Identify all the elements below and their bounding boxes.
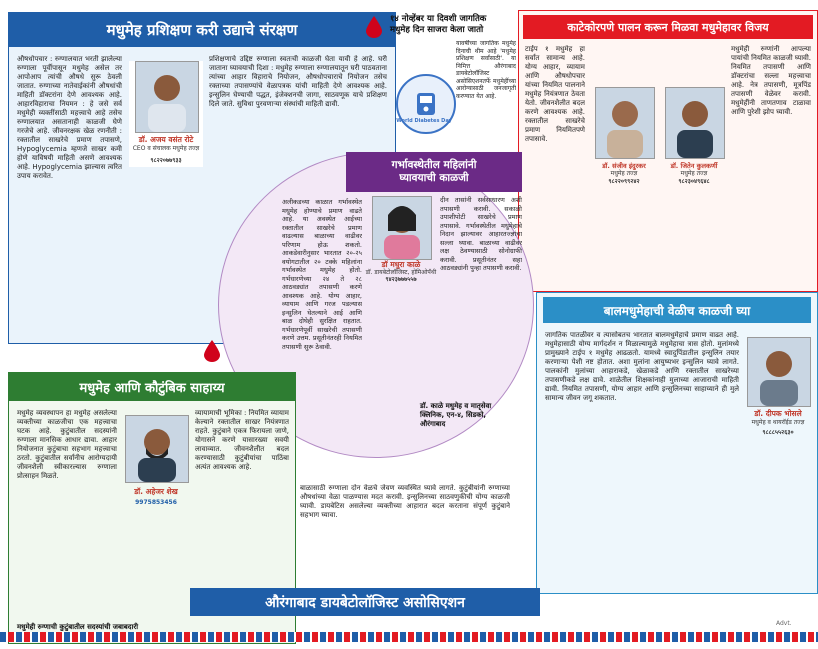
pregnancy-title bbox=[346, 152, 522, 192]
doctor-photo-kale bbox=[372, 196, 432, 260]
doctor-name: डॉ. दीपक भोसले bbox=[754, 409, 802, 418]
doctor-title: मधुमेह तज्ज्ञ bbox=[610, 170, 638, 177]
family-text-col2: व्यायामाची भूमिका : नियमित व्यायाम केल्याने रक्तातील साखर नियंत्रणात राहते. कुटुंबाने एकत्र फिरायला जाणे, योगासने करणे यासारख्या सवयी लावाव्यात. जीवनशैलीत बदल करण्यासाठी कुटुंबीयांचा पाठिंबा अत्यंत आवश्यक आहे. bbox=[195, 409, 289, 471]
training-text-col2: प्रशिक्षणाचे उद्दिष्ट रुग्णाला स्वतःची काळजी घेता यावी हे आहे. घरी जाताना घ्यावयाची दिशा : मधुमेह रुग्णाला रुग्णालयातून घरी पाठवताना त्यांच्या आहार विहाराचे नियोजन, औषधोपचाराचे नियोजन तसेच रक्ताच्या तपासण्यांचे वेळापत्रक यांची माहिती देणे आवश्यक आहे. इन्सुलिन घेण्याची पद्धत, इंजेक्शनची जागा, साठवणूक याचे प्रशिक्षण दिले जाते. सुविधा पुरवणाऱ्या संस्थांची माहिती द्यावी. bbox=[209, 55, 387, 108]
control-doctor1-card bbox=[591, 87, 657, 187]
association-banner: औरंगाबाद डायबेटोलॉजिस्ट असोसिएशन bbox=[190, 588, 540, 616]
pregnancy-doctor-card bbox=[366, 196, 436, 282]
doctor-name: डॉ. जितेन कुलकर्णी bbox=[670, 162, 718, 170]
control-doctor2-card bbox=[661, 87, 727, 187]
bottom-decorative-stripe bbox=[0, 632, 818, 642]
doctor-phone: ९८२३०४९६४८ bbox=[678, 178, 710, 185]
blood-drop-icon bbox=[366, 16, 382, 38]
training-doctor-card bbox=[129, 61, 203, 167]
pregnancy-title-line2: घ्यावयाची काळजी bbox=[399, 172, 469, 184]
event-heading-line2: मधुमेह दिन साजरा केला जातो bbox=[390, 25, 484, 35]
blood-drop-icon bbox=[204, 340, 220, 362]
doctor-title: मधुमेह तज्ज्ञ bbox=[680, 170, 708, 177]
world-diabetes-day-logo bbox=[396, 74, 456, 134]
doctor-photo-indurkar bbox=[595, 87, 655, 159]
doctor-name: डॉ. संजीव इंदुरकर bbox=[602, 162, 646, 170]
doctor-phone: ९८८८५५२६३० bbox=[762, 429, 794, 436]
advt-label: Advt. bbox=[776, 620, 792, 627]
family-text-col1: मधुमेह व्यवस्थापन हा मधुमेह असलेल्या व्यक्तीच्या काळजीचा एक महत्त्वाचा घटक आहे. कुटुंबातील सदस्यांनी रुग्णाला मानसिक आधार द्यावा. आहार नियोजनात कुटुंबाचा सहभाग महत्त्वाचा ठरतो. कुटुंबातील सर्वांनीच आरोग्यदायी जीवनशैली स्वीकारल्यास रुग्णाला प्रोत्साहन मिळते. bbox=[17, 409, 117, 480]
family-title: मधुमेह आणि कौटुंबिक साहाय्य bbox=[9, 373, 295, 401]
children-title: बालमधुमेहाची वेळीच काळजी घ्या bbox=[543, 297, 811, 323]
family-footer: मधुमेही रुग्णाची कुटुंबातील सदस्यांची जबाबदारी bbox=[17, 623, 139, 631]
doctor-title: डॉ. डायबेटोलॉजिस्ट, होमिओपॅथी bbox=[365, 269, 437, 276]
children-section bbox=[536, 292, 818, 594]
doctor-phone: ९८२२०९९२४२ bbox=[608, 178, 640, 185]
center-bottom-text: बाळासाठी रुग्णाला दोन वेळचे जेवण व्यवस्थित घ्यावे लागते. कुटुंबीयांनी रुग्णाच्या औषधांच्या वेळा पाळण्यास मदत करावी. इन्सुलिनच्या साठवणुकीची योग्य काळजी घ्यावी. डायबेटिस असलेल्या व्यक्तीच्या आहारात बदल करताना संपूर्ण कुटुंबाने सहभाग घ्यावा. bbox=[300, 484, 510, 519]
doctor-phone: 9975853456 bbox=[135, 499, 177, 506]
doctor-name: डॉ. अजय वसंत रोटे bbox=[138, 135, 194, 144]
doctor-photo-rote bbox=[135, 61, 199, 133]
event-section bbox=[366, 10, 516, 152]
glucometer-icon bbox=[411, 89, 441, 119]
doctor-title: मधुमेह व थायरॉईड तज्ज्ञ bbox=[751, 419, 805, 426]
control-text-col2: मधुमेही रुग्णांनी आपल्या पायांची नियमित काळजी घ्यावी. नियमित तपासणी आणि डॉक्टरांचा सल्ला महत्त्वाचा आहे. नेत्र तपासणी, मूत्रपिंड तपासणी वेळेवर करावी. मधुमेहींनी ताणतणाव टाळावा आणि पुरेशी झोप घ्यावी. bbox=[731, 45, 811, 116]
pregnancy-clinic: डॉ. काळे मधुमेह व मातृसेवा क्लिनिक, एन-४, सिडको, औरंगाबाद bbox=[420, 402, 492, 428]
doctor-title: CEO व संचालक मधुमेह तज्ज्ञ bbox=[132, 145, 200, 152]
children-doctor-card bbox=[743, 337, 813, 441]
doctor-name: डॉ मधुरा काळे bbox=[381, 260, 421, 269]
control-title: काटेकोरपणे पालन करून मिळवा मधुमेहावर विजय bbox=[523, 15, 813, 39]
training-title: मधुमेह प्रशिक्षण करी उद्याचे संरक्षण bbox=[9, 13, 395, 47]
family-doctor-card bbox=[121, 415, 191, 511]
doctor-photo-shaikh bbox=[125, 415, 189, 483]
control-text-col1: टाईप १ मधुमेह हा सर्वांत सामान्य आहे. योग्य आहार, व्यायाम आणि औषधोपचार यांच्या नियमित पालनाने मधुमेह नियंत्रणात ठेवता येतो. जीवनशैलीत बदल करणे आवश्यक आहे. रक्तातील साखरेचे प्रमाण नियमितपणे तपासावे. bbox=[525, 45, 585, 143]
doctor-phone: ९८२२०७७९३३ bbox=[150, 157, 182, 164]
doctor-phone: ९४२३७७७५५७ bbox=[385, 276, 417, 283]
training-text-col1: औषधोपचार : रुग्णालयात भरती झालेल्या रुग्णाला पूर्वीपासून मधुमेह असेल तर आपोआप त्यांची औषधे सुरू ठेवली जातात. रुग्णाच्या नातेवाईकांनी औषधांची माहिती डॉक्टरांना देणे आवश्यक आहे. आहारविहाराचा नियमन : हे जसे सर्व मधुमेही व्यक्तींसाठी महत्त्वाचे आहे तसेच रुग्णालयात असतानाही काळजी घेणे गरजेचे आहे. जीवनरक्षक खेळ रणनीती : रक्तातील साखरेचे प्रमाण तपासणे, Hypoglycemia म्हणजे साखर कमी होणे याविषयी माहिती असणे आवश्यक आहे. Hypoglycemia झाल्यास त्वरित उपाय करावेत. bbox=[17, 55, 122, 180]
doctor-name: डॉ. अहेजर शेख bbox=[134, 487, 178, 496]
pregnancy-text-right: दीन तासांनी सर्वसाधारण अशी तपासणी करावी. सकाळी उपाशीपोटी साखरेचे प्रमाण तपासावे. गर्भावस्थेतील मधुमेहाचे निदान झाल्यावर आहारतज्ज्ञांचा सल्ला घ्यावा. बाळाच्या वाढीवर लक्ष ठेवण्यासाठी सोनोग्राफी करावी. प्रसूतीनंतर सहा आठवड्यांनी पुन्हा तपासणी करावी. bbox=[440, 196, 522, 272]
control-section bbox=[518, 10, 818, 292]
children-text: जागतिक पातळीवर व त्यासोबतच भारतात बालमधुमेहाचे प्रमाण वाढत आहे. मधुमेहासाठी योग्य मार्गदर्शन न मिळाल्यामुळे मधुमेहाचा त्रास होतो. मुलांमध्ये प्रामुख्याने टाईप १ मधुमेह आढळतो. यामध्ये स्वादुपिंडातील इन्सुलिन तयार करणाऱ्या पेशी नष्ट होतात. अशा मुलांना आयुष्यभर इन्सुलिन घ्यावे लागते. पालकांनी मुलांच्या आहाराकडे, खेळाकडे आणि रक्तातील साखरेच्या तपासणीकडे लक्ष द्यावे. शाळेतील शिक्षकांनाही मुलाच्या आजाराची माहिती द्यावी. नियमित तपासणी, योग्य आहार आणि इन्सुलिनच्या साहाय्याने ही मुले सामान्य जीवन जगू शकतात. bbox=[545, 331, 739, 402]
pregnancy-text-left: अलीकडच्या काळात गर्भावस्थेत मधुमेह होण्याचे प्रमाण वाढते आहे. या अवस्थेत आईच्या रक्तातील साखरेचे प्रमाण वाढल्यास बाळाच्या वाढीवर परिणाम होऊ शकतो. आकडेवारीनुसार भारतात २०-२५ वयोगटातील २० टक्के महिलांना गर्भावस्थेत मधुमेह होतो. गर्भधारणेच्या २४ ते २८ आठवड्यांत तपासणी करणे आवश्यक आहे. योग्य आहार, व्यायाम आणि गरज पडल्यास इन्सुलिन घेतल्याने आई आणि बाळ दोघेही सुरक्षित राहतात. गर्भधारणेपूर्वी साखरेची तपासणी करणे उत्तम. प्रसूतीनंतरही नियमित तपासणी सुरू ठेवावी. bbox=[282, 198, 362, 351]
event-heading-line1: १४ नोव्हेंबर या दिवशी जागतिक bbox=[390, 14, 487, 24]
doctor-photo-bhosale bbox=[747, 337, 811, 407]
doctor-photo-kulkarni bbox=[665, 87, 725, 159]
event-text: यावर्षीच्या जागतिक मधुमेह दिनाची थीम आहे 'मधुमेह प्रशिक्षण सर्वांसाठी'. या निमित्त औरंगाबाद डायबेटोलॉजिस्ट असोसिएशनतर्फे मधुमेहींच्या आरोग्यासाठी जनजागृती करण्यात येत आहे. bbox=[456, 40, 516, 100]
event-badge-label: World Diabetes Day bbox=[396, 118, 452, 124]
pregnancy-title-line1: गर्भावस्थेतील महिलांनी bbox=[391, 159, 477, 171]
